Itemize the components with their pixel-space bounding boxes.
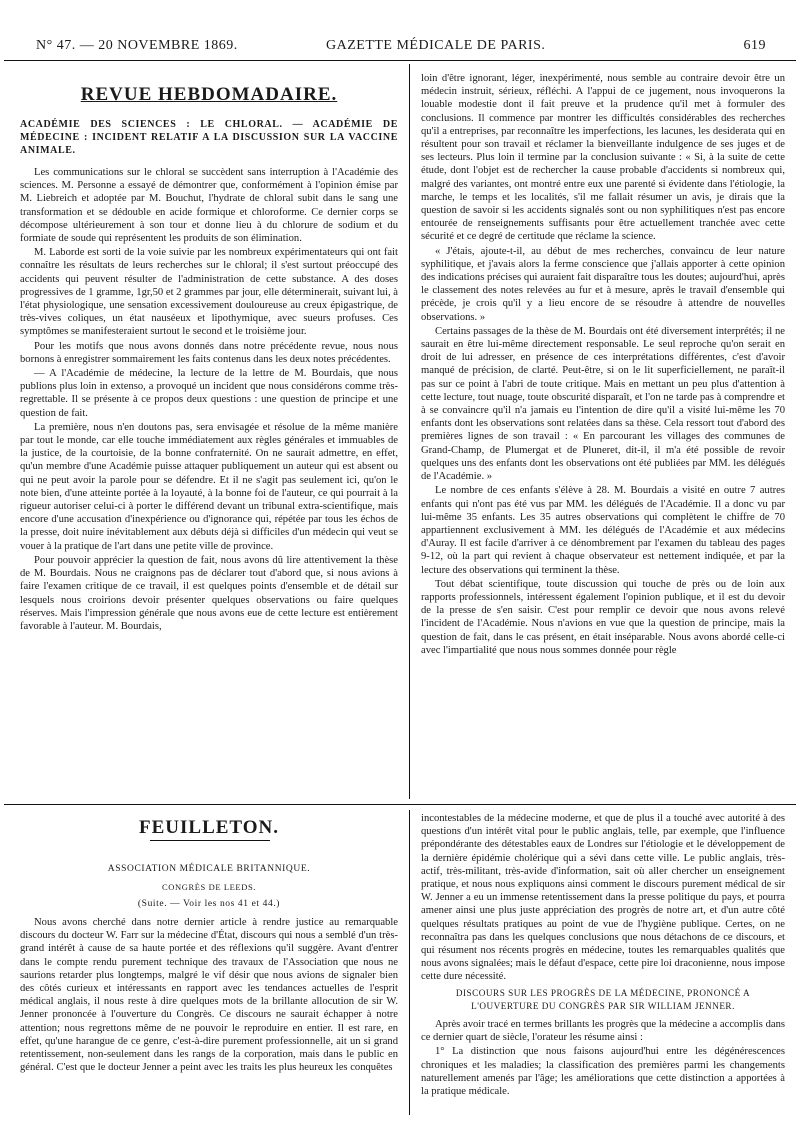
feuilleton-column-2: [421, 812, 785, 1116]
journal-title: GAZETTE MÉDICALE DE PARIS.: [326, 38, 546, 53]
feuilleton-rule: [4, 804, 796, 805]
title-underline: [150, 840, 270, 841]
paragraph: La première, nous n'en doutons pas, sera envisagée et résolue de la même manière par tout le monde, car elle touche immédiatement aux règles générales et immuables de la justice, de la courtoisie, de la bonne confraternité. On ne saurait admettre, en effet, qu'un membre d'une Académie puisse attaquer publiquement un auteur qui est absent ou qui ne peut avoir la parole pour se défendre. Et il ne s'agit pas seulement ici, qu'on le note bien, d'une atteinte portée à la loyauté, à la bonne foi de l'auteur, ce qui pourrait à la rigueur autoriser celui-ci à porter le différend devant un tribunal extra-scientifique, mais encore d'une accusation d'inexpérience ou d'ignorance qui, répétée par tous les échos de la presse, doit nuire inévitablement aux débuts déjà si difficiles d'un médecin qui veut se vouer à la pratique de l'art dans une petite ville de province.: [20, 421, 398, 552]
paragraph: 1° La distinction que nous faisons aujourd'hui entre les dégénérescences chroniques et les maladies; la classification des premières parmi les changements naturellement amenés par l'âge; les améliorations que cette distinction a apportées à la pratique médicale.: [421, 1046, 785, 1098]
paragraph: Après avoir tracé en termes brillants les progrès que la médecine a accomplis dans ce dernier quart de siècle, l'orateur les résume ainsi :: [421, 1019, 785, 1044]
header-rule: [4, 60, 796, 61]
page-number: 619: [743, 38, 766, 53]
suite-note: (Suite. — Voir les nos 41 et 44.): [137, 899, 281, 909]
paragraph: « J'étais, ajoute-t-il, au début de mes recherches, convaincu de leur nature syphilitique, et j'avais alors la ferme conscience que j'allais apporter à cette opinion des indications précises qui auraient fait disparaître tous les doutes; aujourd'hui, après le classement des notes relevées au fur et à mesure, après le travail d'ensemble qui précède, je crois qu'il y a lieu encore de se résoudre à attendre de nouvelles observations. »: [421, 245, 785, 323]
paragraph: Certains passages de la thèse de M. Bourdais ont été diversement interprétés; il ne saurait en être lui-même directement responsable. Le seul reproche qu'on serait en droit de lui adresser, en présence de ces interprétations différentes, c'est d'avoir manqué de précision, de clarté. Peut-être, si on le lit superficiellement, ne paraît-il pas sur ce point à l'abri de toute critique. Mais en mettant un peu plus d'attention à cette lecture, tout nuage, toute obscurité disparaît, et l'on ne tarde pas à comprendre et à se convaincre qu'il n'a jamais eu l'intention de dire qu'il a visité lui-même les 70 enfants dont les observations sont relatées dans sa thèse. Cela ressort tout d'abord des premières lignes de son travail : « En parcourant les villages des communes de Grand-Champ, de Plumergat et de Pluneret, dit-il, il m'a été possible de revoir quelques uns des enfants dont les observations ont été publiées par MM. les délégués de l'Académie. »: [421, 325, 785, 483]
paragraph: Le nombre de ces enfants s'élève à 28. M. Bourdais a visité en outre 7 autres enfants qui n'ont pas été vus par MM. les délégués de l'Académie. Il a donc vu par lui-même 35 enfants. Les 35 autres observations qui complètent le chiffre de 70 appartiennent exclusivement à MM. les délégués de l'Académie et aux médecins d'Auray. Il est facile d'arriver à ce dénombrement par l'examen du tableau des pages 9-12, où la part qui revient à chaque observateur est nettement indiquée, et par la lecture des observations qui terminent la thèse.: [421, 485, 785, 576]
paragraph: Les communications sur le chloral se succèdent sans interruption à l'Académie des sciences. M. Personne a essayé de démontrer que, conformément à l'opinion émise par M. Liebreich et adoptée par M. Bouchut, l'hydrate de chloral subit dans le sang une transformation et se dédouble en acide formique et chloroforme. Ce dernier corps se décompose ultérieurement à son tour et donne lieu à du chlorure de sodium et du formiate de soude qui représentent les produits de son élimination.: [20, 167, 398, 245]
issue-date: N° 47. — 20 NOVEMBRE 1869.: [36, 38, 238, 53]
paragraph: Pour les motifs que nous avons donnés dans notre précédente revue, nous nous bornons à enregistrer sommairement les faits contenus dans les deux notes précédentes.: [20, 340, 398, 365]
page-header: [36, 8, 780, 62]
paragraph: incontestables de la médecine moderne, et que de plus il a touché avec autorité à des questions d'un intérêt vital pour le public anglais, telle, par exemple, que l'influence prépondérante des détestables eaux de Londres sur l'étiologie et le développement de la dernière épidémie cholérique qui a sévi dans cette ville. Le public anglais, très-actif, très-militant, très-avide d'information, sait où aller chercher un enseignement pratique, et nous nous expliquons ainsi comment le discours purement médical de sir W. Jenner a eu un immense retentissement dans la presse politique du pays, et pourra amener ainsi une plus juste appréciation des progrès de notre art, et d'un autre côté quelques résultats pratiques au point de vue de l'hygiène publique. Certes, on ne reconnaîtra pas dans les quelques conclusions que nous détachons de ce discours, et qui résument nos récents progrès en médecine, toutes les remarquables qualités que nous avons signalées; mais le défaut d'espace, cette pire loi draconienne, nous impose cette dure nécessité.: [421, 813, 785, 983]
revue-subhead: ACADÉMIE DES SCIENCES : LE CHLORAL. — ACADÉMIE DE MÉDECINE : INCIDENT RELATIF A LA DISCUSSION SUR LA VACCINE ANIMALE.: [20, 119, 398, 156]
revue-title: REVUE HEBDOMADAIRE.: [80, 84, 338, 105]
association-heading: ASSOCIATION MÉDICALE BRITANNIQUE.: [107, 864, 311, 874]
column-divider: [409, 64, 410, 799]
paragraph: Pour pouvoir apprécier la question de fait, nous avons dû lire attentivement la thèse de M. Bourdais. Nous ne craignons pas de déclarer tout d'abord que, si nous avions à faire l'examen critique de ce travail, il est quelques points d'ensemble et de détail sur lesquels nous croirions devoir présenter quelques observations ou faire quelques réserves. Mais l'impression générale que nous avons eue de cette lecture est entièrement favorable à l'auteur. M. Bourdais,: [20, 554, 398, 632]
discours-heading: DISCOURS SUR LES PROGRÈS DE LA MÉDECINE, PRONONCÉ A L'OUVERTURE DU CONGRÈS PAR SIR WILLIAM JENNER.: [455, 987, 751, 1011]
column-divider: [409, 810, 410, 1115]
paragraph: Nous avons cherché dans notre dernier article à rendre justice au remarquable discours du docteur W. Farr sur la médecine d'État, discours qui nous a semblé d'un très-grand intérêt à cause de sa haute portée et des réflexions qu'il suggère. Avant d'entrer dans le compte rendu purement technique des travaux de l'Association que nous ne saurions retarder plus longtemps, malgré le vif désir que nous avions de signaler bien des côtés curieux et intéressants en rapport avec les tendances actuelles de l'esprit médical anglais, il nous reste à dire quelques mots de la brillante allocution de sir W. Jenner prononcée à l'ouverture du Congrès. Ce discours ne saurait échapper à notre attention; nous regrettons même de ne pouvoir le reproduire en entier. Il est rare, en effet, qu'une harangue de ce genre, c'est-à-dire purement professionnelle, ait un si grand retentissement, non-seulement dans les rangs de la corporation, mais dans le public en général. C'est que le docteur Jenner a peint avec les traits les plus heureux les conquêtes: [20, 917, 398, 1074]
revue-column-1: [20, 166, 398, 798]
paragraph: — A l'Académie de médecine, la lecture de la lettre de M. Bourdais, que nous publions plus loin in extenso, a provoqué un incident que nous considérons comme très-regrettable. Il se présente à ce propos deux questions : une question de principe et une question de fait.: [20, 368, 398, 419]
feuilleton-title: FEUILLETON.: [139, 817, 279, 838]
paragraph: Tout débat scientifique, toute discussion qui touche de près ou de loin aux rapports professionnels, intéressent également l'opinion publique, et il est du devoir de la presse de s'en saisir. C'est pour remplir ce devoir que nous avons relevé l'incident de l'Académie. Nous n'avions en vue que la question de principe, mais la question de fait, dans le cas présent, en était inséparable. Nous avons abordé celle-ci avec l'impartialité que nous nous sommes donnée pour règle: [421, 578, 785, 656]
revue-column-2: [421, 72, 785, 798]
feuilleton-column-1: [20, 916, 398, 1116]
paragraph: M. Laborde est sorti de la voie suivie par les nombreux expérimentateurs qui ont fait connaître les résultats de leurs recherches sur le chloral; il s'est surtout préoccupé des accidents qui peuvent résulter de l'administration de cette substance. A des doses progressives de 1 gramme, 1gr,50 et 2 grammes par jour, elle déterminerait, suivant lui, à l'état physiologique, une sensation excessivement douloureuse au creux épigastrique, de très-vives coliques, un état nauséeux et lipothymique, avec sueurs profuses. Ces symptômes se manifesteraient surtout le second et le troisième jour.: [20, 247, 398, 338]
paragraph: loin d'être ignorant, léger, inexpérimenté, nous semble au contraire devoir être un médecin instruit, sérieux, réfléchi. A l'appui de ce jugement, nous invoquerons la louable modestie dont il fait preuve et la prudence qu'il met à formuler des conclusions. Il commence par montrer les difficultés considérables des recherches qu'il a entreprises, par reconnaître les imperfections, les lacunes, les desiderata qui en résultent pour son travail et réclamer la bienveillante indulgence de ses juges et de ses lecteurs. Plus loin il termine par la conclusion suivante : « Si, à la suite de cette étude, dont l'objet est de rechercher la cause probable d'accidents si nombreux qui, malgré des variantes, ont montré entre eux une parenté si évidente dans l'étiologie, la marche, le temps et les localités, s'il me fallait résumer un avis, je dirais que la question de savoir si les accidents signalés sont ou non syphilitiques n'est pas encore entourée de renseignements suffisants pour être actuellement tranchée avec cette sécurité et ce degré de certitude que réclame la science.: [421, 73, 785, 243]
congres-heading: CONGRÈS DE LEEDS.: [161, 882, 257, 892]
